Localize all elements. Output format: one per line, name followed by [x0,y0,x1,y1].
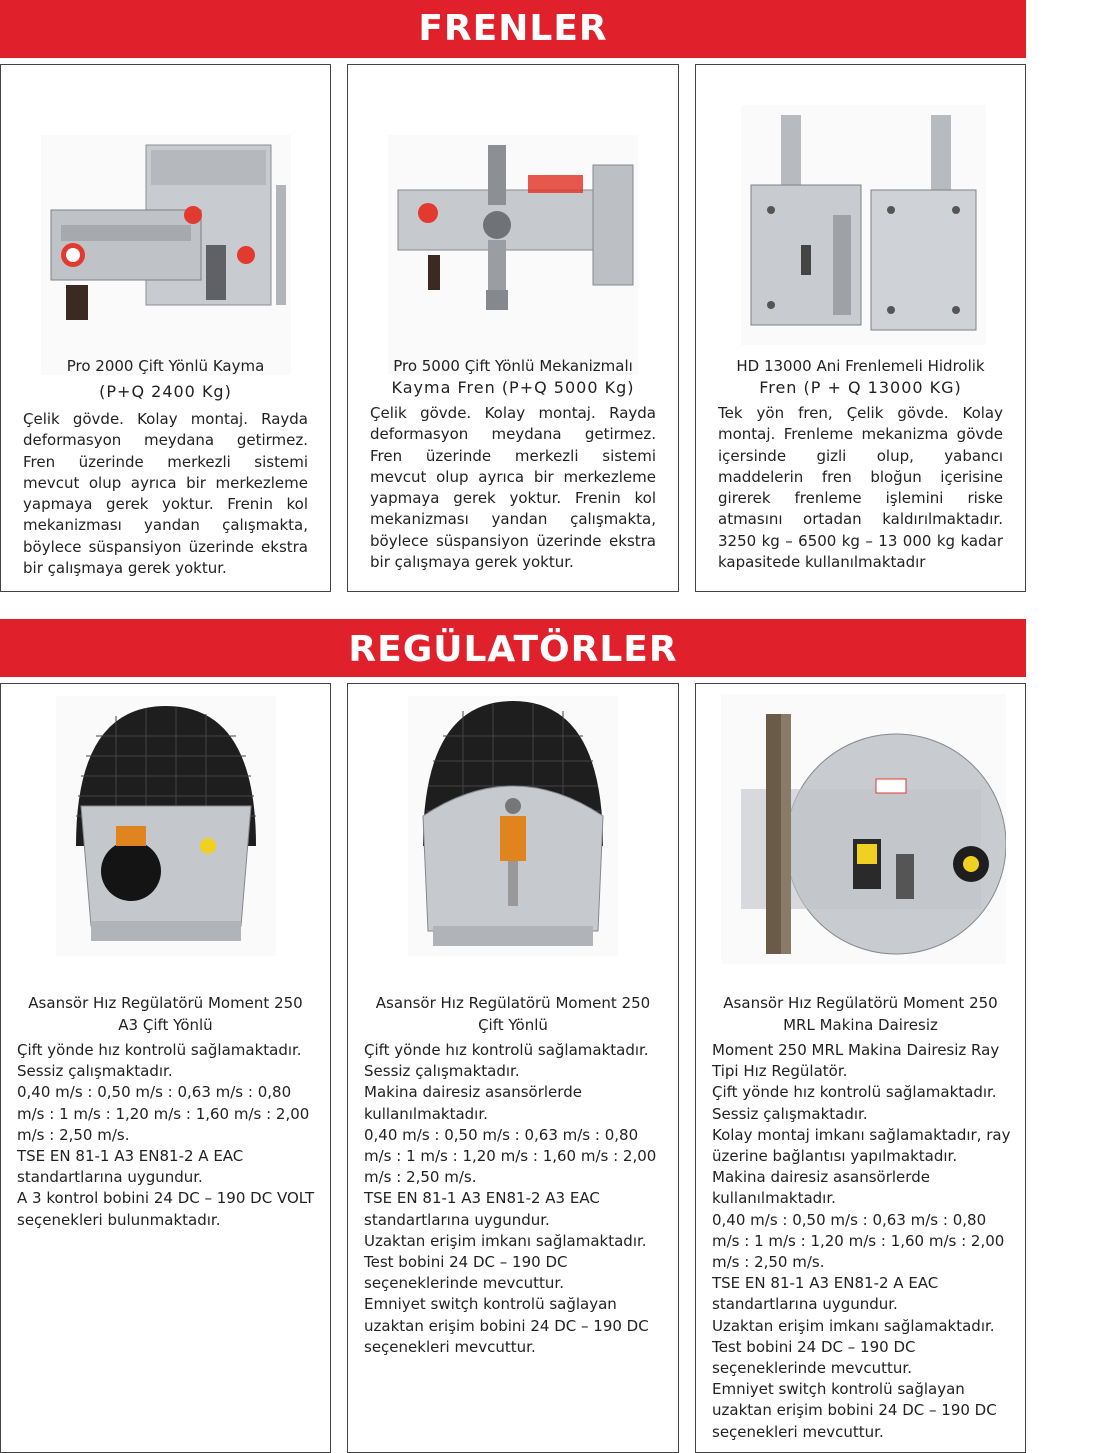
regulator-description-cift-yonlu: Çift yönde hız kontrolü sağlamaktadır. Sessiz çalışmaktadır. Makina dairesiz asansörlerde kullanılmaktadır. 0,40 m/s : 0,50 m/s : 0,63 m/s : 0,80 m/s : 1 m/s : 1,20 m/s : 1,60 m/s : 2,00 m/s : 2,50 m/s. TSE EN 81-1 A3 EN81-2 A3 EAC standartlarına uygundur. Uzaktan erişim imkanı sağlamaktadır. Test bobini 24 DC – 190 DC seçeneklerinde mevcuttur. Emniyet switçh kontrolü sağlayan uzaktan erişim bobini 24 DC – 190 DC seçenekleri mevcuttur. [364,1041,657,1356]
regulator-description-mrl: Moment 250 MRL Makina Dairesiz Ray Tipi Hız Regülatör. Çift yönde hız kontrolü sağlamaktadır. Sessiz çalışmaktadır. Kolay montaj imkanı sağlamaktadır, ray üzerine bağlantısı yapılmaktadır. Makina dairesiz asansörlerde kullanılmaktadır. 0,40 m/s : 0,50 m/s : 0,63 m/s : 0,80 m/s : 1 m/s : 1,20 m/s : 1,60 m/s : 2,00 m/s : 2,50 m/s. TSE EN 81-1 A3 EN81-2 A EAC standartlarına uygundur. Uzaktan erişim imkanı sağlamaktadır. Test bobini 24 DC – 190 DC seçeneklerinde mevcuttur. Emniyet switçh kontrolü sağlayan uzaktan erişim bobini 24 DC – 190 DC seçenekleri mevcuttur. [712,1041,1011,1441]
brakes-section-title: FRENLER [0,0,1026,58]
regulators-section-title: REGÜLATÖRLER [0,619,1026,677]
brake-card-hd13000[interactable] [695,64,1026,592]
regulator-card-mrl[interactable] [695,683,1026,1453]
regulator-title-line1: Asansör Hız Regülatörü Moment 250 [375,994,651,1012]
regulator-title-a3 [15,992,316,1036]
brake-title-line2: Kayma Fren (P+Q 5000 Kg) [391,378,635,397]
brake-image-pro2000 [41,135,291,375]
brake-description-pro5000: Çelik gövde. Kolay montaj. Rayda deformasyon meydana getirmez. Fren üzerinde merkezli sistemi mevcut olup ayrıca bir merkezleme yapmaya gerek yoktur. Frenin kol mekanizması yandan çalışmakta, böylece süspansiyon üzerinde ekstra bir çalışmaya gerek yoktur. [370,404,656,572]
regulator-title-line2: Çift Yönlü [478,1016,548,1034]
regulator-title-line1: Asansör Hız Regülatörü Moment 250 [28,994,303,1012]
brake-description-hd13000: Tek yön fren, Çelik gövde. Kolay montaj. Frenleme mekanizma gövde içersinde gizli olup, yabancı maddelerin fren bloğun içerisine girerek frenleme işlemini riske atmasını ortadan kaldırılmaktadır. 3250 kg – 6500 kg – 13 000 kg kadar kapasitede kullanılmaktadır [718,404,1003,572]
brake-title-pro2000 [15,355,316,403]
brake-card-pro2000[interactable] [0,64,331,592]
regulator-image-a3 [56,696,276,956]
regulator-description-a3: Çift yönde hız kontrolü sağlamaktadır. Sessiz çalışmaktadır. 0,40 m/s : 0,50 m/s : 0,63 m/s : 0,80 m/s : 1 m/s : 1,20 m/s : 1,60 m/s : 2,00 m/s : 2,50 m/s. TSE EN 81-1 A3 EN81-2 A EAC standartlarına uygundur. A 3 kontrol bobini 24 DC – 190 DC VOLT seçenekleri bulunmaktadır. [17,1041,315,1229]
regulator-title-mrl [710,992,1011,1036]
brake-title-hd13000 [710,355,1011,399]
brake-title-line1: Pro 2000 Çift Yönlü Kayma [66,357,265,375]
regulator-card-a3[interactable] [0,683,331,1453]
brake-card-pro5000[interactable] [347,64,679,592]
brake-title-line2: Fren (P + Q 13000 KG) [759,378,962,397]
brake-title-line2: (P+Q 2400 Kg) [99,382,232,401]
regulator-card-cift-yonlu[interactable] [347,683,679,1453]
regulator-image-mrl [721,694,1006,964]
brake-description-pro2000: Çelik gövde. Kolay montaj. Rayda deformasyon meydana getirmez. Fren üzerinde merkezli sistemi mevcut olup ayrıca bir merkezleme yapmaya gerek yoktur. Frenin kol mekanizması yandan çalışmakta, böylece süspansiyon üzerinde ekstra bir çalışmaya gerek yoktur. [23,410,308,578]
brake-title-line1: Pro 5000 Çift Yönlü Mekanizmalı [393,357,633,375]
regulator-image-cift-yonlu [408,696,618,956]
brake-title-line1: HD 13000 Ani Frenlemeli Hidrolik [736,357,985,375]
regulator-title-line2: A3 Çift Yönlü [118,1016,213,1034]
regulator-title-cift-yonlu [362,992,664,1036]
regulator-title-line1: Asansör Hız Regülatörü Moment 250 [723,994,998,1012]
brake-image-pro5000 [388,135,638,375]
regulator-title-line2: MRL Makina Dairesiz [783,1016,938,1034]
brake-title-pro5000 [362,355,664,399]
brake-image-hd13000 [741,105,986,345]
